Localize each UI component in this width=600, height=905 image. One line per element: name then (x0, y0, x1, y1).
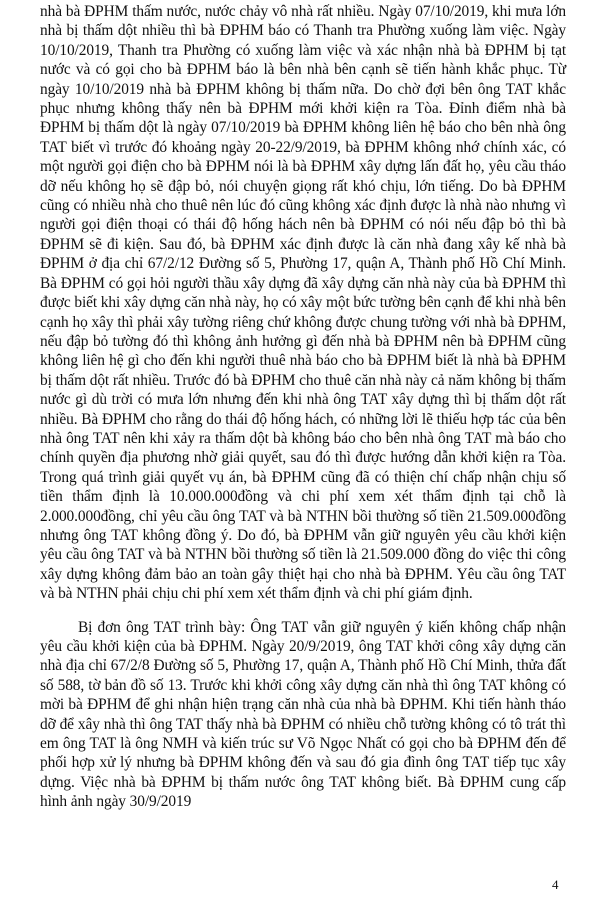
paragraph-defendant-statement: Bị đơn ông TAT trình bày: Ông TAT vẫn giữ nguyên ý kiến không chấp nhận yêu cầu khởi kiện của bà ĐPHM. Ngày 20/9/2019, ông TAT khởi công xây dựng căn nhà địa chỉ 67/2/8 Đường số 5, Phường 17, quận A, Thành phố Hồ Chí Minh, thửa đất số 588, tờ bản đồ số 13. Trước khi khởi công xây dựng căn nhà thì ông TAT không có mời bà ĐPHM để ghi nhận hiện trạng căn nhà của nhà bà ĐPHM. Khi tiến hành tháo dỡ để xây nhà thì ông TAT thấy nhà bà ĐPHM có nhiều chỗ tường không có tô trát thì em ông TAT là ông NMH và kiến trúc sư Võ Ngọc Nhất có gọi cho bà ĐPHM đến để phối hợp xử lý nhưng bà ĐPHM không đến và sau đó gia đình ông TAT tiếp tục xây dựng. Việc nhà bà ĐPHM bị thấm nước ông TAT không biết. Bà ĐPHM cung cấp hình ảnh ngày 30/9/2019 (40, 618, 566, 811)
document-body (40, 2, 566, 812)
paragraph-plaintiff-statement: nhà bà ĐPHM thấm nước, nước chảy vô nhà rất nhiều. Ngày 07/10/2019, khi mưa lớn nhà bị thấm dột nhiều thì bà ĐPHM báo có Thanh tra Phường xuống làm việc. Ngày 10/10/2019, Thanh tra Phường có xuống làm việc và xác nhận nhà bà ĐPHM bị tạt nước và có gọi cho bà ĐPHM báo là bên nhà bên cạnh sẽ tiến hành khắc phục. Từ ngày 10/10/2019 nhà bà ĐPHM không bị thấm nữa. Do chờ đợi bên ông TAT khắc phục nhưng không thấy nên bà ĐPHM mới khởi kiện ra Tòa. Đỉnh điểm nhà bà ĐPHM bị thấm dột là ngày 07/10/2019 bà ĐPHM không liên hệ báo cho bên nhà ông TAT biết vì trước đó khoảng ngày 20-22/9/2019, bà ĐPHM không nhớ chính xác, có một người gọi điện cho bà ĐPHM nói là bà ĐPHM xây dựng lấn đất họ, yêu cầu tháo dỡ nếu không họ sẽ đập bỏ, nói chuyện giọng rất khó chịu, lớn tiếng. Do bà ĐPHM cũng có nhiều nhà cho thuê nên lúc đó cũng không xác định được là nhà nào nhưng vì người gọi điện thoại có thái độ hống hách nên bà ĐPHM có nói nếu đập bỏ thì bà ĐPHM sẽ đi kiện. Sau đó, bà ĐPHM xác định được là căn nhà đang xây kế nhà bà ĐPHM ở địa chỉ 67/2/12 Đường số 5, Phường 17, quận A, Thành phố Hồ Chí Minh. Bà ĐPHM có gọi hỏi người thầu xây dựng đã xây dựng căn nhà này của bà ĐPHM thì được biết khi xây dựng căn nhà này, họ có xây một bức tường bên cạnh để khi nhà bên cạnh họ xây thì phải xây tường riêng chứ không được chung tường với nhà bà ĐPHM, nếu đập bỏ tường đó thì không ảnh hưởng gì đến nhà bà ĐPHM nên bà ĐPHM cũng không liên hệ gì cho đến khi người thuê nhà báo cho bà ĐPHM biết là nhà bà ĐPHM bị thấm dột rất nhiều. Trước đó bà ĐPHM cho thuê căn nhà này cả năm không bị thấm nước gì dù trời có mưa lớn nhưng đến khi nhà ông TAT xây dựng thì bị thấm dột rất nhiều. Bà ĐPHM cho rằng do thái độ hống hách, có những lời lẽ thiếu hợp tác của bên nhà ông TAT nên khi xảy ra thấm dột bà không báo cho bên nhà ông TAT mà báo cho chính quyền địa phương nhờ giải quyết, sau đó thì được hướng dẫn khởi kiện ra Tòa. Trong quá trình giải quyết vụ án, bà ĐPHM cũng đã có thiện chí chấp nhận chịu số tiền thẩm định là 10.000.000đồng và chi phí xem xét thẩm định tại chỗ là 2.000.000đồng, chỉ yêu cầu ông TAT và bà NTHN bồi thường số tiền 21.509.000đồng nhưng ông TAT không đồng ý. Do đó, bà ĐPHM vẫn giữ nguyên yêu cầu khởi kiện yêu cầu ông TAT và bà NTHN bồi thường số tiền là 21.509.000 đồng do việc thi công xây dựng không đảm bảo an toàn gây thiệt hại cho nhà bà ĐPHM. Yêu cầu ông TAT và bà NTHN phải chịu chi phí xem xét thẩm định và chi phí giám định. (40, 3, 566, 603)
page-number: 4 (552, 877, 559, 892)
